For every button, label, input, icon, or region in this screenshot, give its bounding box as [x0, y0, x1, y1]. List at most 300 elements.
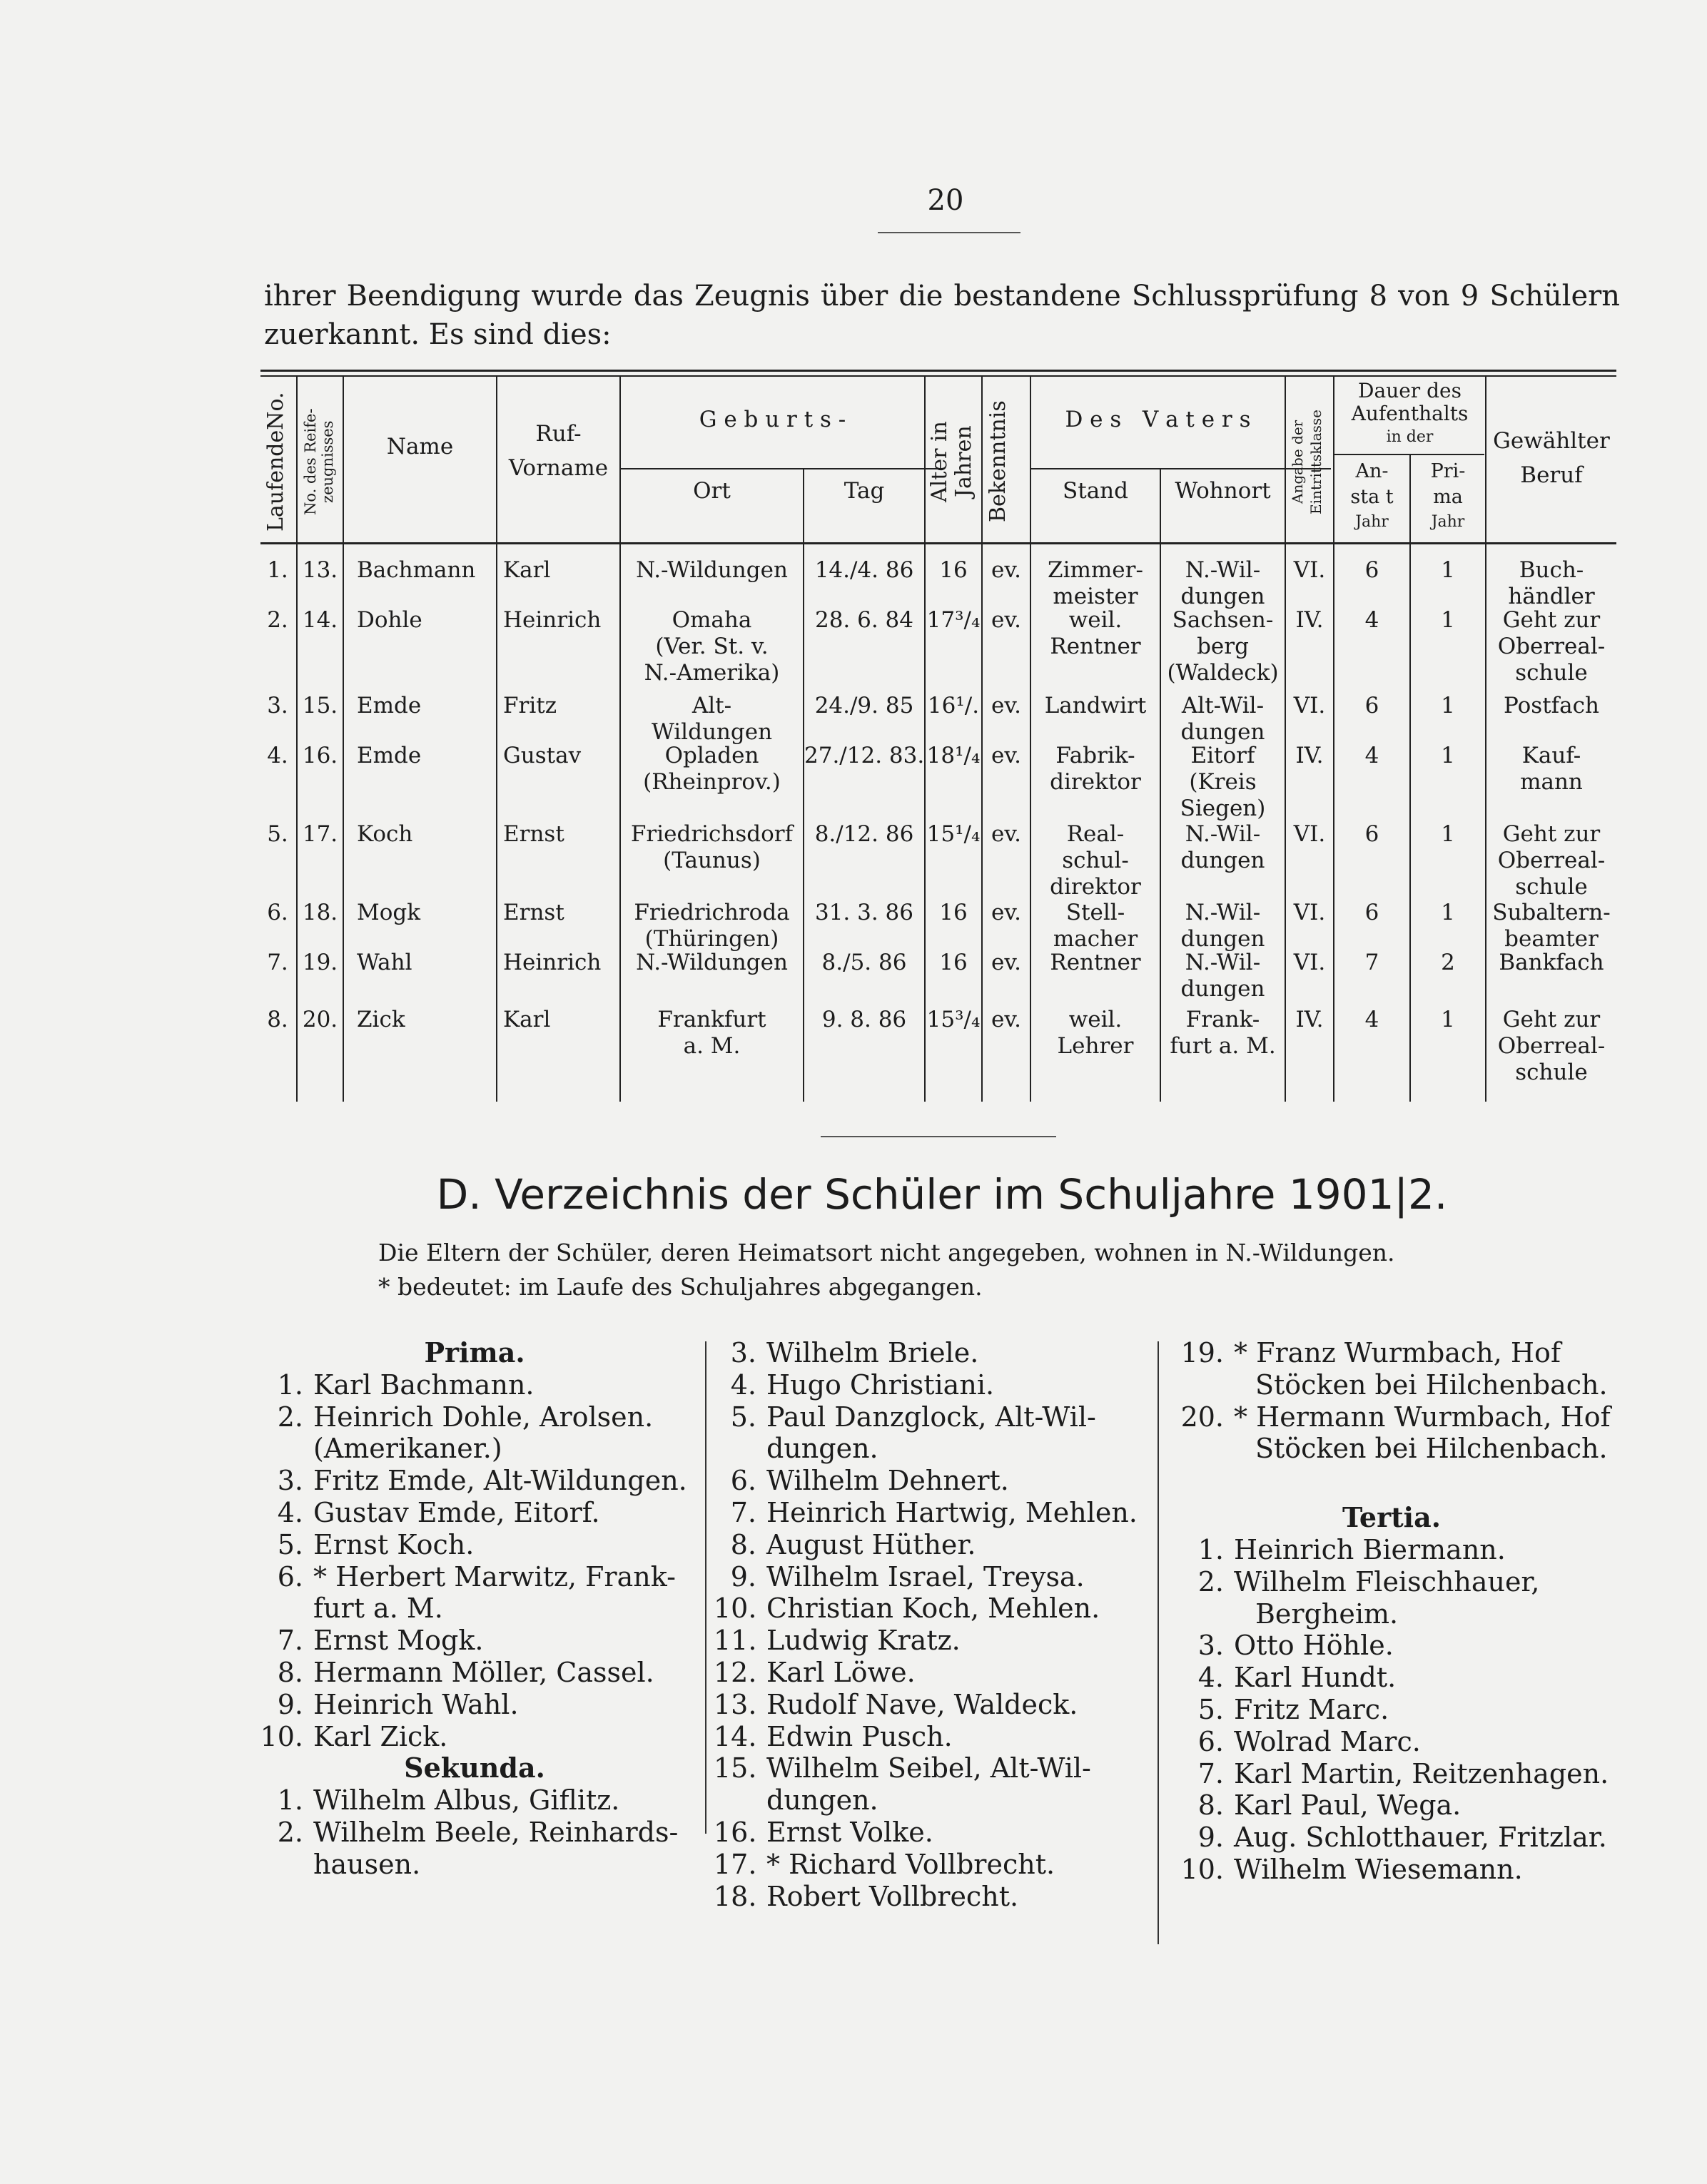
cell-name: Emde: [357, 693, 422, 718]
student-entry: [714, 1721, 1153, 1753]
cell-beruf: händler: [1508, 584, 1595, 609]
student-number: 7.: [277, 1625, 303, 1657]
cell-wohnort: (Kreis: [1189, 769, 1257, 795]
cell-ort: Friedrichroda: [634, 900, 790, 925]
student-name: Ernst Mogk.: [313, 1625, 484, 1657]
vater-subrule: [1031, 468, 1331, 469]
cell-wohnort: N.-Wil-: [1185, 900, 1261, 925]
graduates-table: [260, 370, 1616, 1102]
column-separator-2: [1158, 1341, 1159, 1944]
cell-wohnort: dungen: [1180, 976, 1265, 1002]
student-name: Fritz Marc.: [1234, 1693, 1389, 1725]
student-entry: [1167, 1534, 1616, 1566]
student-number: 6.: [277, 1560, 303, 1593]
cell-tag: 8./5. 86: [821, 950, 907, 975]
cell-reife-no: 17.: [302, 821, 338, 847]
student-name: Christian Koch, Mehlen.: [766, 1593, 1100, 1625]
cell-beruf: Geht zur: [1502, 607, 1601, 633]
cell-vorname: Gustav: [503, 743, 582, 768]
hdr-prima-2: ma: [1433, 486, 1463, 508]
student-name: Wolrad Marc.: [1234, 1725, 1421, 1757]
student-entry: [1167, 1694, 1616, 1726]
cell-beruf: mann: [1520, 769, 1583, 795]
cell-vorname: Fritz: [503, 693, 557, 718]
student-entry: [714, 1561, 1153, 1593]
student-entry: [1167, 1337, 1616, 1401]
cell-beruf: schule: [1515, 1060, 1588, 1085]
cell-prima-jahr: 2: [1441, 950, 1455, 975]
cell-laufende-no: 2.: [267, 607, 288, 633]
student-number: 13.: [714, 1688, 757, 1720]
student-name-continued: Stöcken bei Hilchenbach.: [1255, 1433, 1608, 1465]
student-number: 3.: [277, 1465, 303, 1497]
student-name-continued: dungen.: [766, 1784, 878, 1817]
student-number: 9.: [1197, 1822, 1224, 1854]
cell-tag: 31. 3. 86: [814, 900, 914, 925]
cell-vorname: Karl: [503, 1007, 551, 1032]
student-name: Wilhelm Seibel, Alt-Wil-: [766, 1752, 1091, 1784]
student-entry: [1167, 1822, 1616, 1854]
student-name: * Richard Vollbrecht.: [766, 1848, 1055, 1880]
student-name: Wilhelm Beele, Reinhards-: [313, 1816, 679, 1848]
student-number: 2.: [1197, 1565, 1224, 1598]
student-name: Robert Vollbrecht.: [766, 1880, 1019, 1912]
cell-alter: 16: [939, 900, 968, 925]
cell-eintrittsklasse: IV.: [1295, 1007, 1324, 1032]
cell-ort: (Taunus): [663, 848, 761, 873]
cell-ort: Alt-: [692, 693, 732, 718]
cell-vorname: Heinrich: [503, 950, 602, 975]
hdr-tag: Tag: [844, 478, 885, 504]
hdr-alter-2: Jahren: [951, 425, 976, 498]
student-entry: [253, 1657, 696, 1689]
student-name-continued: (Amerikaner.): [313, 1433, 502, 1465]
cell-stand: Real-: [1066, 821, 1125, 847]
student-name: Paul Danzglock, Alt-Wil-: [766, 1401, 1096, 1433]
cell-ort: a. M.: [683, 1033, 741, 1059]
cell-ort: (Thüringen): [644, 926, 779, 952]
cell-wohnort: N.-Wil-: [1185, 821, 1261, 847]
header-bottom-rule: [260, 542, 1616, 544]
cell-stand: macher: [1053, 926, 1138, 952]
cell-stand: schul-: [1062, 848, 1129, 873]
student-entry: [253, 1401, 696, 1466]
student-name: Gustav Emde, Eitorf.: [313, 1496, 600, 1528]
student-name: Otto Höhle.: [1234, 1630, 1394, 1662]
hdr-reife-no: No. des Reife-zeugnisses: [302, 408, 336, 515]
student-entry: [253, 1529, 696, 1561]
cell-wohnort: N.-Wil-: [1185, 557, 1261, 583]
student-name: Aug. Schlotthauer, Fritzlar.: [1234, 1822, 1607, 1854]
cell-laufende-no: 1.: [267, 557, 288, 583]
cell-vorname: Heinrich: [503, 607, 602, 633]
student-name: Karl Bachmann.: [313, 1368, 535, 1401]
cell-eintrittsklasse: VI.: [1293, 900, 1326, 925]
hdr-dauer-3: in der: [1386, 428, 1434, 446]
student-name-continued: furt a. M.: [313, 1593, 443, 1625]
cell-beruf: Oberreal-: [1497, 1033, 1606, 1059]
page-number: 20: [927, 184, 964, 217]
cell-beruf: Oberreal-: [1497, 634, 1606, 659]
table-top-rule: [260, 370, 1616, 372]
cell-eintrittsklasse: IV.: [1295, 743, 1324, 768]
student-number: 18.: [714, 1880, 757, 1912]
hdr-alter-1: Alter in: [927, 421, 952, 502]
cell-beruf: Geht zur: [1502, 821, 1601, 847]
section-note-2: * bedeutet: im Laufe des Schuljahres abgegangen.: [378, 1273, 983, 1301]
cell-eintrittsklasse: IV.: [1295, 607, 1324, 633]
student-name: August Hüther.: [766, 1528, 976, 1560]
student-entry: [1167, 1401, 1616, 1466]
cell-anstalt-jahr: 4: [1364, 1007, 1379, 1032]
cell-eintrittsklasse: VI.: [1293, 821, 1326, 847]
student-entry: [253, 1625, 696, 1657]
cell-stand: Lehrer: [1057, 1033, 1134, 1059]
student-number: 20.: [1180, 1401, 1224, 1433]
student-name: * Franz Wurmbach, Hof: [1234, 1337, 1561, 1368]
class-heading: Prima.: [424, 1336, 525, 1368]
cell-laufende-no: 4.: [267, 743, 288, 768]
hdr-stand: Stand: [1063, 478, 1128, 504]
student-number: 1.: [277, 1368, 303, 1401]
cell-bekenntnis: ev.: [991, 693, 1022, 718]
student-number: 2.: [277, 1401, 303, 1433]
student-name: Heinrich Wahl.: [313, 1688, 519, 1720]
student-entry: [253, 1465, 696, 1497]
cell-bekenntnis: ev.: [991, 950, 1022, 975]
student-name: * Hermann Wurmbach, Hof: [1234, 1401, 1611, 1433]
cell-vorname: Ernst: [503, 900, 564, 925]
student-name: Hugo Christiani.: [766, 1368, 995, 1401]
student-entry: [714, 1593, 1153, 1625]
student-entry: [1167, 1662, 1616, 1694]
cell-ort: N.-Wildungen: [636, 950, 788, 975]
student-number: 5.: [1197, 1693, 1224, 1725]
cell-wohnort: (Waldeck): [1167, 660, 1279, 686]
cell-beruf: Geht zur: [1502, 1007, 1601, 1032]
cell-alter: 17³/₄: [926, 607, 981, 633]
col-rule-2: [343, 377, 344, 1102]
cell-anstalt-jahr: 6: [1364, 557, 1379, 583]
geburts-subrule: [621, 468, 938, 469]
student-entry: [253, 1369, 696, 1401]
student-name: Fritz Emde, Alt-Wildungen.: [313, 1465, 687, 1497]
cell-beruf: Bankfach: [1499, 950, 1604, 975]
cell-alter: 16: [939, 950, 968, 975]
student-number: 16.: [714, 1816, 757, 1848]
student-name: Ernst Koch.: [313, 1528, 475, 1560]
students-column-3: [1167, 1337, 1616, 1886]
student-number: 4.: [1197, 1662, 1224, 1694]
cell-laufende-no: 5.: [267, 821, 288, 847]
student-entry: [714, 1369, 1153, 1401]
cell-stand: Landwirt: [1044, 693, 1147, 718]
student-number: 3.: [1197, 1630, 1224, 1662]
student-number: 5.: [730, 1401, 756, 1433]
cell-prima-jahr: 1: [1441, 557, 1455, 583]
intro-paragraph: [264, 277, 1620, 354]
cell-reife-no: 13.: [302, 557, 338, 583]
col-rule-10: [1285, 377, 1286, 1102]
cell-tag: 28. 6. 84: [814, 607, 914, 633]
section-divider: [821, 1136, 1056, 1137]
student-entry: [714, 1625, 1153, 1657]
cell-reife-no: 19.: [302, 950, 338, 975]
cell-laufende-no: 6.: [267, 900, 288, 925]
student-name: Wilhelm Wiesemann.: [1234, 1853, 1523, 1885]
cell-reife-no: 14.: [302, 607, 338, 633]
cell-tag: 27./12. 83.: [804, 743, 925, 768]
cell-prima-jahr: 1: [1441, 743, 1455, 768]
student-entry: [714, 1529, 1153, 1561]
cell-wohnort: berg: [1197, 634, 1249, 659]
student-name: Karl Zick.: [313, 1720, 448, 1752]
student-name: Ludwig Kratz.: [766, 1625, 961, 1657]
student-entry: [714, 1401, 1153, 1466]
hdr-vorname: Vorname: [508, 455, 609, 481]
student-number: 8.: [1197, 1789, 1224, 1822]
cell-laufende-no: 7.: [267, 950, 288, 975]
cell-bekenntnis: ev.: [991, 557, 1022, 583]
cell-prima-jahr: 1: [1441, 693, 1455, 718]
student-name: Rudolf Nave, Waldeck.: [766, 1688, 1078, 1720]
student-number: 10.: [1180, 1853, 1224, 1885]
student-entry: [1167, 1726, 1616, 1758]
students-column-2: [714, 1337, 1153, 1912]
cell-stand: Fabrik-: [1055, 743, 1135, 768]
student-number: 2.: [277, 1816, 303, 1848]
student-number: 6.: [1197, 1725, 1224, 1757]
student-number: 1.: [277, 1784, 303, 1817]
cell-stand: weil.: [1068, 1007, 1123, 1032]
student-entry: [714, 1817, 1153, 1849]
hdr-dauer-1: Dauer des: [1358, 379, 1462, 402]
student-number: 5.: [277, 1528, 303, 1560]
cell-beruf: Subaltern-: [1492, 900, 1611, 925]
student-number: 7.: [730, 1496, 756, 1528]
student-entry: [1167, 1854, 1616, 1886]
col-rule-3: [496, 377, 497, 1102]
student-name: Edwin Pusch.: [766, 1720, 953, 1752]
student-number: 12.: [714, 1656, 757, 1688]
cell-name: Koch: [357, 821, 413, 847]
class-heading: Tertia.: [1342, 1501, 1441, 1534]
cell-beruf: Buch-: [1519, 557, 1584, 583]
hdr-laufende-no: LaufendeNo.: [263, 392, 288, 532]
cell-reife-no: 15.: [302, 693, 338, 718]
hdr-eintrittsklasse: Angabe der Eintrittsklasse: [1289, 409, 1324, 514]
student-number: 1.: [1197, 1533, 1224, 1565]
cell-bekenntnis: ev.: [991, 821, 1022, 847]
table-top-rule-2: [260, 375, 1616, 377]
cell-stand: direktor: [1050, 874, 1141, 900]
cell-eintrittsklasse: VI.: [1293, 693, 1326, 718]
student-number: 15.: [714, 1752, 757, 1784]
student-entry: [1167, 1789, 1616, 1822]
student-entry: [714, 1689, 1153, 1721]
student-name: Wilhelm Dehnert.: [766, 1465, 1009, 1497]
cell-ort: N.-Amerika): [644, 660, 780, 686]
student-entry: [714, 1752, 1153, 1817]
student-entry: [714, 1465, 1153, 1497]
cell-ort: N.-Wildungen: [636, 557, 788, 583]
cell-alter: 16¹/.: [927, 693, 980, 718]
student-entry: [253, 1497, 696, 1529]
cell-anstalt-jahr: 6: [1364, 693, 1379, 718]
cell-tag: 14./4. 86: [814, 557, 914, 583]
student-number: 17.: [714, 1848, 757, 1880]
cell-prima-jahr: 1: [1441, 821, 1455, 847]
cell-reife-no: 16.: [302, 743, 338, 768]
student-entry: [253, 1561, 696, 1625]
cell-stand: direktor: [1050, 769, 1141, 795]
cell-laufende-no: 8.: [267, 1007, 288, 1032]
student-name: Karl Paul, Wega.: [1234, 1789, 1462, 1822]
student-name: Heinrich Biermann.: [1234, 1533, 1506, 1565]
col-rule-6: [924, 377, 926, 1102]
student-name-continued: Bergheim.: [1255, 1598, 1399, 1630]
student-number: 19.: [1180, 1337, 1224, 1368]
cell-wohnort: Frank-: [1185, 1007, 1260, 1032]
student-number: 9.: [277, 1688, 303, 1720]
student-entry: [1167, 1630, 1616, 1662]
list-gap: [1167, 1465, 1616, 1496]
students-column-1: [253, 1337, 696, 1881]
cell-anstalt-jahr: 4: [1364, 607, 1379, 633]
student-name: Wilhelm Briele.: [766, 1337, 979, 1368]
cell-tag: 9. 8. 86: [821, 1007, 907, 1032]
hdr-beruf-2: Beruf: [1520, 462, 1583, 488]
cell-wohnort: dungen: [1180, 926, 1265, 952]
student-entry: [714, 1849, 1153, 1881]
cell-beruf: beamter: [1504, 926, 1599, 952]
cell-ort: Omaha: [672, 607, 752, 633]
hdr-prima-1: Pri-: [1430, 460, 1466, 482]
cell-wohnort: N.-Wil-: [1185, 950, 1261, 975]
hdr-wohnort: Wohnort: [1175, 478, 1271, 504]
cell-ort: Frankfurt: [657, 1007, 766, 1032]
student-name: Karl Löwe.: [766, 1656, 916, 1688]
cell-beruf: Postfach: [1504, 693, 1599, 718]
cell-bekenntnis: ev.: [991, 900, 1022, 925]
student-number: 3.: [730, 1337, 756, 1368]
class-heading: Sekunda.: [404, 1752, 545, 1784]
cell-laufende-no: 3.: [267, 693, 288, 718]
student-name: Wilhelm Albus, Giflitz.: [313, 1784, 620, 1817]
student-entry: [714, 1337, 1153, 1369]
cell-reife-no: 18.: [302, 900, 338, 925]
cell-name: Mogk: [357, 900, 421, 925]
cell-bekenntnis: ev.: [991, 743, 1022, 768]
section-note-1: Die Eltern der Schüler, deren Heimatsort nicht angegeben, wohnen in N.-Wildungen.: [378, 1239, 1395, 1266]
student-name: Ernst Volke.: [766, 1816, 933, 1848]
cell-bekenntnis: ev.: [991, 607, 1022, 633]
cell-wohnort: dungen: [1180, 848, 1265, 873]
hdr-anstalt-2: sta t: [1350, 486, 1394, 508]
student-entry: [253, 1721, 696, 1753]
student-number: 10.: [260, 1720, 303, 1752]
cell-wohnort: Alt-Wil-: [1181, 693, 1265, 718]
cell-vorname: Karl: [503, 557, 551, 583]
hdr-dauer-2: Aufenthalts: [1351, 402, 1469, 425]
cell-anstalt-jahr: 4: [1364, 743, 1379, 768]
cell-tag: 24./9. 85: [814, 693, 914, 718]
cell-bekenntnis: ev.: [991, 1007, 1022, 1032]
student-number: 9.: [730, 1560, 756, 1593]
student-name: Heinrich Dohle, Arolsen.: [313, 1401, 654, 1433]
student-entry: [1167, 1566, 1616, 1630]
hdr-geburts: G e b u r t s -: [699, 407, 846, 432]
student-number: 6.: [730, 1465, 756, 1497]
student-number: 4.: [277, 1496, 303, 1528]
hdr-ruf: Ruf-: [535, 421, 582, 447]
cell-ort: (Ver. St. v.: [655, 634, 769, 659]
student-name: Hermann Möller, Cassel.: [313, 1656, 654, 1688]
student-name: Wilhelm Israel, Treysa.: [766, 1560, 1085, 1593]
cell-beruf: Oberreal-: [1497, 848, 1606, 873]
hdr-name: Name: [386, 434, 454, 459]
student-entry: [253, 1784, 696, 1817]
hdr-ort: Ort: [693, 478, 731, 504]
cell-wohnort: dungen: [1180, 584, 1265, 609]
cell-anstalt-jahr: 6: [1364, 900, 1379, 925]
student-entry: [714, 1497, 1153, 1529]
student-name: Heinrich Hartwig, Mehlen.: [766, 1496, 1138, 1528]
student-entry: [714, 1881, 1153, 1913]
cell-beruf: Kauf-: [1521, 743, 1581, 768]
hdr-beruf-1: Gewählter: [1493, 428, 1610, 454]
student-number: 8.: [730, 1528, 756, 1560]
cell-stand: Rentner: [1050, 634, 1141, 659]
student-name-continued: Stöcken bei Hilchenbach.: [1255, 1368, 1608, 1401]
col-rule-1: [296, 377, 298, 1102]
cell-stand: Stell-: [1065, 900, 1125, 925]
student-number: 10.: [714, 1593, 757, 1625]
cell-vorname: Ernst: [503, 821, 564, 847]
hdr-vater: D e s V a t e r s: [1065, 407, 1251, 432]
cell-stand: Rentner: [1050, 950, 1141, 975]
cell-name: Wahl: [357, 950, 412, 975]
cell-eintrittsklasse: VI.: [1293, 950, 1326, 975]
student-entry: [253, 1689, 696, 1721]
cell-eintrittsklasse: VI.: [1293, 557, 1326, 583]
student-entry: [1167, 1758, 1616, 1790]
hdr-anstalt-1: An-: [1355, 460, 1389, 482]
cell-prima-jahr: 1: [1441, 900, 1455, 925]
cell-alter: 15³/₄: [926, 1007, 981, 1032]
student-number: 4.: [730, 1368, 756, 1401]
cell-stand: meister: [1053, 584, 1138, 609]
cell-ort: (Rheinprov.): [643, 769, 781, 795]
cell-ort: Wildungen: [651, 719, 773, 745]
cell-name: Zick: [357, 1007, 405, 1032]
hdr-prima-3: Jahr: [1431, 513, 1465, 531]
cell-alter: 15¹/₄: [926, 821, 981, 847]
student-name: Wilhelm Fleischhauer,: [1234, 1565, 1540, 1598]
hdr-bekenntnis: Bekenntnis: [986, 400, 1010, 523]
cell-stand: Zimmer-: [1048, 557, 1143, 583]
student-number: 14.: [714, 1720, 757, 1752]
cell-stand: weil.: [1068, 607, 1123, 633]
cell-tag: 8./12. 86: [814, 821, 914, 847]
cell-beruf: schule: [1515, 874, 1588, 900]
student-number: 11.: [714, 1625, 757, 1657]
cell-wohnort: Eitorf: [1190, 743, 1255, 768]
cell-alter: 16: [939, 557, 968, 583]
cell-reife-no: 20.: [302, 1007, 338, 1032]
student-entry: [253, 1817, 696, 1881]
cell-alter: 18¹/₄: [926, 743, 981, 768]
